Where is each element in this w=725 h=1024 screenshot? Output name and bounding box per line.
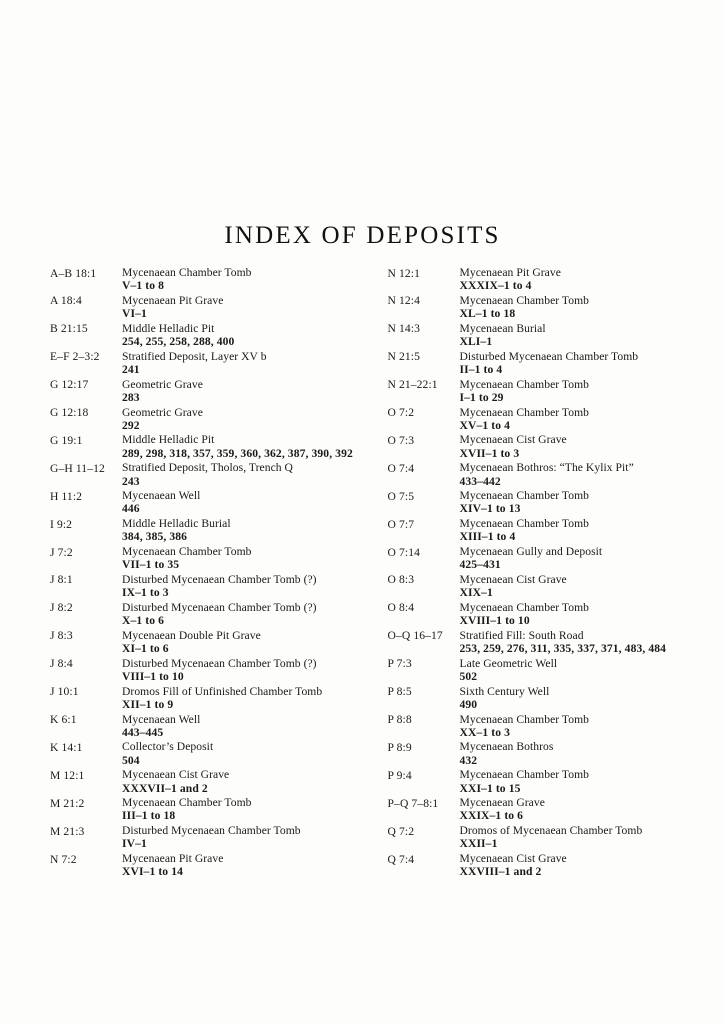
deposit-body [122, 629, 388, 655]
deposit-id: P–Q 7–8:1 [387, 796, 439, 810]
deposit-entry [388, 406, 725, 432]
deposit-entry [388, 629, 725, 655]
deposit-id: P 8:5 [387, 685, 412, 699]
deposit-entry [50, 796, 388, 822]
deposit-description: Dromos Fill of Unfinished Chamber Tomb [122, 684, 323, 698]
deposit-body [122, 824, 388, 850]
deposit-entry [50, 266, 388, 292]
deposit-id: P 9:4 [387, 768, 412, 782]
deposit-id: P 7:3 [387, 657, 412, 671]
deposit-id: P 8:9 [387, 740, 412, 754]
deposit-entry [50, 378, 388, 404]
deposit-body [122, 796, 388, 822]
deposit-references: XXXVII–1 and 2 [122, 781, 208, 795]
deposit-entry [50, 713, 388, 739]
deposit-description: Disturbed Mycenaean Chamber Tomb (?) [122, 600, 317, 614]
deposit-id: Q 7:4 [387, 852, 415, 866]
deposit-body [460, 768, 725, 794]
deposit-references: 289, 298, 318, 357, 359, 360, 362, 387, 390, 392 [122, 446, 353, 460]
deposit-id: J 10:1 [50, 685, 79, 699]
deposit-description: Mycenaean Grave [459, 796, 545, 810]
deposit-references: 254, 255, 258, 288, 400 [122, 335, 235, 349]
deposit-references: 504 [122, 753, 140, 767]
deposit-references: XV–1 to 4 [459, 418, 510, 432]
deposit-body [122, 852, 388, 878]
deposit-entry [50, 294, 388, 320]
deposit-id: Q 7:2 [387, 824, 415, 838]
deposit-body [460, 489, 725, 515]
deposit-entry [388, 768, 725, 794]
deposit-description: Mycenaean Chamber Tomb [459, 405, 589, 419]
deposit-references: XIV–1 to 13 [459, 502, 521, 516]
deposit-description: Mycenaean Double Pit Grave [122, 628, 261, 642]
deposit-body [122, 545, 388, 571]
deposit-id: O 7:4 [387, 461, 415, 475]
deposit-references: VIII–1 to 10 [122, 669, 184, 683]
deposit-entry [388, 573, 725, 599]
deposit-description: Stratified Deposit, Layer XV b [122, 349, 267, 363]
deposit-entry [388, 350, 725, 376]
deposit-body [122, 685, 388, 711]
deposit-references: VII–1 to 35 [122, 558, 180, 572]
deposit-entry [50, 545, 388, 571]
deposit-description: Stratified Fill: South Road [459, 628, 584, 642]
deposit-id: J 8:2 [50, 601, 73, 615]
deposit-id: G 12:18 [50, 406, 89, 420]
deposit-id: K 6:1 [50, 713, 77, 726]
deposit-body [122, 573, 388, 599]
deposit-body [460, 713, 725, 739]
deposit-id: K 14:1 [50, 740, 83, 754]
deposit-id: G 12:17 [50, 378, 89, 392]
deposit-body [122, 740, 388, 766]
deposit-entry [388, 796, 725, 822]
deposit-description: Late Geometric Well [459, 656, 558, 670]
deposit-description: Mycenaean Chamber Tomb [459, 377, 589, 391]
deposit-references: XL–1 to 18 [459, 307, 516, 321]
index-column-right [388, 266, 725, 880]
deposit-references: IX–1 to 3 [122, 586, 169, 600]
deposit-description: Collector’s Deposit [122, 740, 214, 754]
deposit-body [460, 517, 725, 543]
deposit-body [460, 266, 725, 292]
deposit-entry [388, 266, 725, 292]
deposit-entry [50, 322, 388, 348]
deposit-body [122, 517, 388, 543]
deposit-body [460, 545, 725, 571]
deposit-entry [388, 713, 725, 739]
deposit-id: N 21:5 [387, 350, 420, 364]
deposit-id: E–F 2–3:2 [50, 350, 100, 364]
deposit-body [122, 378, 388, 404]
deposit-references: 253, 259, 276, 311, 335, 337, 371, 483, 484 [459, 641, 667, 655]
deposit-references: VI–1 [122, 307, 147, 321]
deposit-entry [50, 657, 388, 683]
deposit-id: N 21–22:1 [387, 378, 438, 392]
deposit-description: Geometric Grave [122, 377, 203, 391]
deposit-id: M 21:3 [50, 824, 85, 838]
deposit-entry [50, 601, 388, 627]
deposit-id: O 7:2 [387, 406, 415, 420]
deposit-id: G–H 11–12 [50, 461, 105, 475]
deposit-entry [388, 489, 725, 515]
deposit-references: XVII–1 to 3 [459, 446, 520, 460]
deposit-description: Mycenaean Pit Grave [122, 852, 224, 866]
deposit-description: Mycenaean Cist Grave [459, 433, 567, 447]
deposit-id: J 8:3 [50, 629, 73, 643]
deposit-id: J 8:1 [50, 573, 73, 587]
deposit-entry [388, 545, 725, 571]
deposit-references: II–1 to 4 [459, 362, 503, 376]
deposit-body [122, 266, 388, 292]
deposit-entry [50, 517, 388, 543]
deposit-id: A–B 18:1 [50, 266, 97, 280]
deposit-description: Mycenaean Chamber Tomb [459, 768, 589, 782]
deposit-entry [388, 294, 725, 320]
deposit-description: Mycenaean Cist Grave [459, 572, 567, 586]
deposit-id: O–Q 16–17 [387, 629, 443, 643]
deposit-entry [388, 601, 725, 627]
deposit-description: Mycenaean Bothros: “The Kylix Pit” [459, 461, 634, 475]
deposit-body [122, 601, 388, 627]
deposit-references: XXII–1 [459, 837, 498, 851]
deposit-body [122, 350, 388, 376]
deposit-description: Mycenaean Cist Grave [459, 852, 567, 866]
deposit-entry [50, 852, 388, 878]
deposit-description: Dromos of Mycenaean Chamber Tomb [459, 824, 643, 838]
deposit-references: XII–1 to 9 [122, 697, 174, 711]
deposit-description: Disturbed Mycenaean Chamber Tomb [459, 349, 639, 363]
deposit-entry [50, 740, 388, 766]
deposit-body [460, 378, 725, 404]
deposit-entry [50, 629, 388, 655]
deposit-id: N 14:3 [387, 322, 420, 336]
deposit-entry [388, 322, 725, 348]
deposit-entry [50, 685, 388, 711]
deposit-body [460, 573, 725, 599]
deposit-body [122, 768, 388, 794]
deposit-description: Middle Helladic Burial [122, 517, 231, 531]
deposit-body [122, 489, 388, 515]
deposit-references: XXIX–1 to 6 [459, 809, 524, 823]
deposit-description: Disturbed Mycenaean Chamber Tomb [122, 824, 301, 838]
deposit-references: 443–445 [122, 725, 164, 739]
deposit-description: Mycenaean Chamber Tomb [459, 517, 589, 531]
deposit-description: Middle Helladic Pit [122, 321, 215, 335]
deposit-id: J 8:4 [50, 657, 73, 671]
deposit-references: 502 [459, 669, 478, 683]
deposit-id: N 7:2 [50, 852, 77, 866]
deposit-body [460, 685, 725, 711]
deposit-description: Mycenaean Chamber Tomb [122, 266, 252, 279]
deposit-body [460, 294, 725, 320]
deposit-description: Mycenaean Pit Grave [122, 293, 224, 307]
deposit-references: V–1 to 8 [122, 279, 165, 293]
deposit-description: Disturbed Mycenaean Chamber Tomb (?) [122, 656, 317, 670]
deposit-description: Mycenaean Gully and Deposit [459, 545, 603, 559]
deposit-id: I 9:2 [50, 517, 73, 531]
deposit-description: Sixth Century Well [459, 684, 550, 698]
deposit-references: XI–1 to 6 [122, 641, 169, 655]
deposit-body [460, 657, 725, 683]
deposit-entry [388, 685, 725, 711]
deposit-body [122, 406, 388, 432]
deposit-references: 425–431 [459, 558, 501, 572]
deposit-references: XXI–1 to 15 [459, 781, 521, 795]
deposit-body [460, 852, 725, 878]
deposit-id: O 7:7 [387, 517, 415, 531]
deposit-references: X–1 to 6 [122, 614, 165, 628]
deposit-body [460, 322, 725, 348]
deposit-entry [50, 768, 388, 794]
page-title: INDEX OF DEPOSITS [224, 221, 501, 249]
deposit-body [122, 322, 388, 348]
deposit-id: A 18:4 [50, 294, 82, 308]
deposit-body [460, 406, 725, 432]
deposit-references: XXXIX–1 to 4 [459, 279, 532, 293]
deposit-references: 490 [459, 697, 478, 711]
deposit-references: XXVIII–1 and 2 [459, 865, 542, 879]
deposit-entry [388, 517, 725, 543]
deposit-entry [50, 824, 388, 850]
deposit-references: 292 [122, 418, 140, 432]
deposit-id: O 8:3 [387, 573, 415, 587]
deposit-entry [50, 350, 388, 376]
deposit-id: N 12:4 [387, 294, 420, 308]
deposit-references: XIX–1 [459, 586, 493, 600]
deposit-id: G 19:1 [50, 433, 83, 447]
deposit-references: XLI–1 [459, 335, 493, 349]
deposit-body [460, 433, 725, 459]
deposit-entry [388, 378, 725, 404]
deposit-id: M 21:2 [50, 796, 85, 810]
deposit-description: Mycenaean Pit Grave [459, 266, 561, 279]
deposit-description: Mycenaean Chamber Tomb [459, 600, 589, 614]
deposit-id: O 7:3 [387, 433, 415, 447]
deposit-entry [388, 824, 725, 850]
deposit-id: H 11:2 [50, 489, 83, 503]
deposit-description: Disturbed Mycenaean Chamber Tomb (?) [122, 572, 317, 586]
index-column-left [0, 266, 388, 880]
deposit-entry [388, 852, 725, 878]
deposit-entry [50, 406, 388, 432]
deposit-references: 446 [122, 502, 140, 516]
deposit-body [460, 350, 725, 376]
deposit-references: XIII–1 to 4 [459, 530, 516, 544]
deposit-entry [50, 489, 388, 515]
deposit-id: O 8:4 [387, 601, 415, 615]
deposit-references: XVIII–1 to 10 [459, 614, 530, 628]
deposit-id: J 7:2 [50, 545, 73, 559]
deposit-body [122, 461, 388, 487]
deposit-id: P 8:8 [387, 713, 412, 726]
deposit-body [122, 713, 388, 739]
deposit-body [460, 740, 725, 766]
deposit-description: Stratified Deposit, Tholos, Trench Q [122, 461, 293, 475]
deposit-entry [50, 433, 388, 459]
deposit-references: XX–1 to 3 [459, 725, 510, 739]
deposit-entry [388, 461, 725, 487]
deposit-description: Mycenaean Well [122, 489, 201, 503]
deposit-description: Mycenaean Chamber Tomb [459, 293, 589, 307]
deposit-id: B 21:15 [50, 322, 88, 336]
deposit-description: Geometric Grave [122, 405, 203, 419]
deposit-references: I–1 to 29 [459, 390, 504, 404]
deposit-references: 433–442 [459, 474, 501, 488]
deposit-entry [50, 573, 388, 599]
deposit-description: Mycenaean Chamber Tomb [122, 545, 252, 559]
deposit-references: 241 [122, 362, 140, 376]
deposit-references: XVI–1 to 14 [122, 865, 183, 879]
deposit-references: 384, 385, 386 [122, 530, 188, 544]
index-columns [0, 266, 725, 880]
deposit-body [122, 433, 388, 459]
deposit-id: O 7:5 [387, 489, 415, 503]
deposit-body [122, 657, 388, 683]
deposit-body [460, 629, 725, 655]
deposit-id: M 12:1 [50, 768, 85, 782]
deposit-description: Middle Helladic Pit [122, 433, 215, 447]
deposit-entry [388, 740, 725, 766]
deposit-references: IV–1 [122, 837, 147, 851]
deposit-body [460, 601, 725, 627]
deposit-body [460, 461, 725, 487]
deposit-description: Mycenaean Bothros [459, 740, 554, 754]
deposit-references: 243 [122, 474, 140, 488]
deposit-id: O 7:14 [387, 545, 420, 559]
deposit-body [460, 824, 725, 850]
deposit-description: Mycenaean Chamber Tomb [122, 796, 252, 810]
deposit-entry [388, 433, 725, 459]
deposit-entry [388, 657, 725, 683]
deposit-description: Mycenaean Chamber Tomb [459, 712, 589, 726]
deposit-entry [50, 461, 388, 487]
deposit-description: Mycenaean Cist Grave [122, 768, 230, 782]
deposit-references: 432 [459, 753, 478, 767]
deposit-references: 283 [122, 390, 140, 404]
deposit-description: Mycenaean Burial [459, 321, 546, 335]
deposit-references: III–1 to 18 [122, 809, 176, 823]
deposit-body [460, 796, 725, 822]
deposit-id: N 12:1 [387, 266, 420, 280]
deposit-body [122, 294, 388, 320]
deposit-description: Mycenaean Chamber Tomb [459, 489, 589, 503]
deposit-description: Mycenaean Well [122, 712, 201, 726]
